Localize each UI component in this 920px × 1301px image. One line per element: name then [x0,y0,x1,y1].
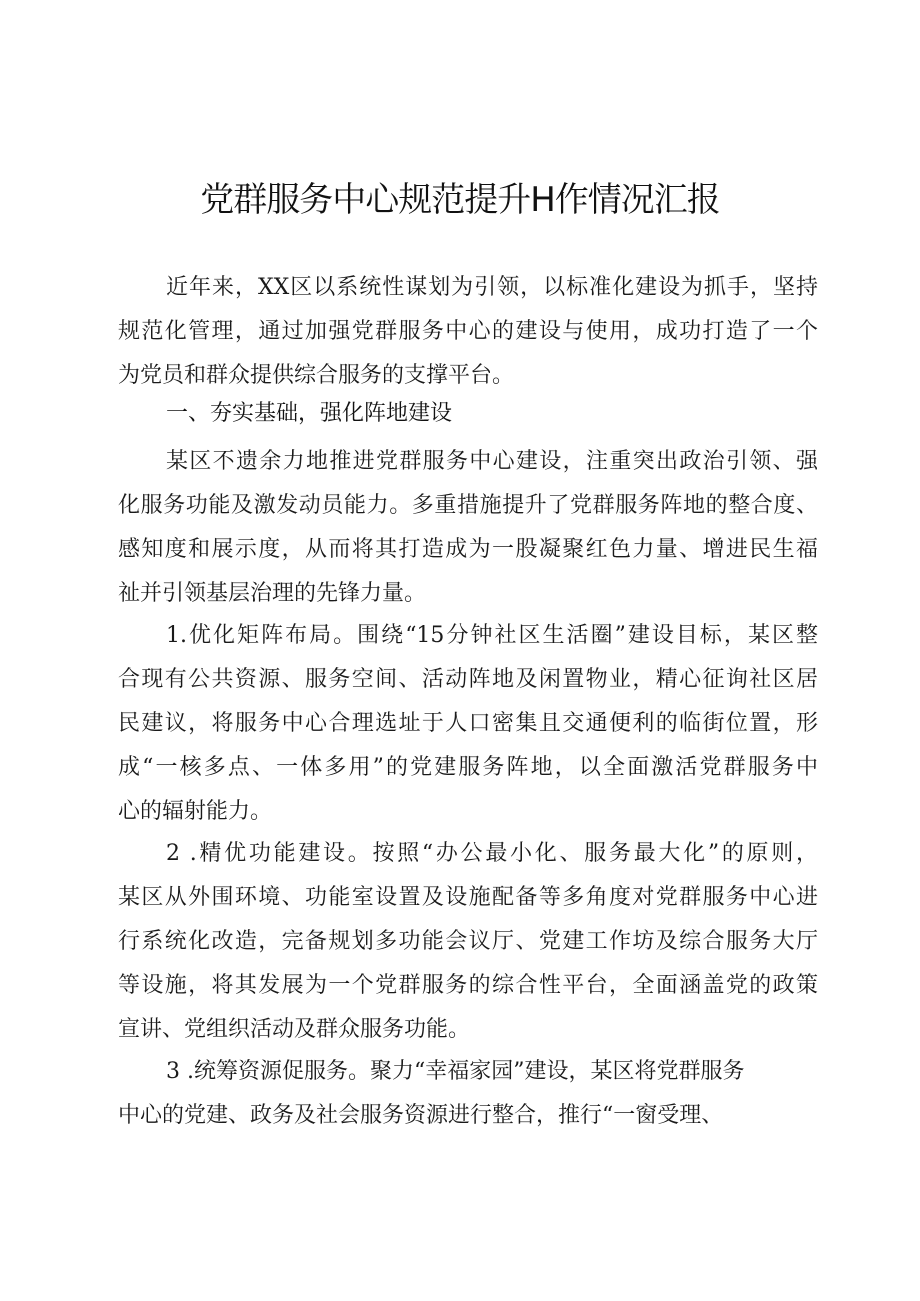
item1-line: 民建议，将服务中心合理选址于人口密集且交通便利的临街位置，形 [118,711,818,736]
intro-line: 为党员和群众提供综合服务的支撑平台。 [118,363,515,388]
section1-paragraph [118,440,818,616]
item1-paragraph [118,614,818,834]
item2-line: 2 .精优功能建设。按照“办公最小化、服务最大化”的原则， [166,841,818,866]
item2-line: 行系统化改造，完备规划多功能会议厅、党建工作坊及综合服务大厅 [118,929,818,954]
item2-paragraph [118,832,818,1052]
section1-line: 某区不遗余力地推进党群服务中心建设，注重突出政治引领、强 [166,449,818,474]
section-heading: 一、夯实基础，强化阵地建设 [166,401,453,426]
item3-line: 中心的党建、政务及社会服务资源进行整合，推行“一窗受理、 [118,1103,724,1128]
document-title: 党群服务中心规范提升H作情况汇报 [200,180,720,220]
item1-line: 1.优化矩阵布局。围绕“15分钟社区生活圈”建设目标，某区整 [166,623,818,648]
intro-paragraph [118,266,818,398]
item2-line: 宣讲、党组织活动及群众服务功能。 [118,1017,471,1042]
section1-line: 化服务功能及激发动员能力。多重措施提升了党群服务阵地的整合度、 [118,493,818,518]
item1-line: 合现有公共资源、服务空间、活动阵地及闲置物业，精心征询社区居 [118,667,818,692]
intro-line: 规范化管理，通过加强党群服务中心的建设与使用，成功打造了一个 [118,319,818,344]
section1-line: 感知度和展示度，从而将其打造成为一股凝聚红色力量、增进民生福 [118,537,818,562]
intro-line: 近年来，XX区以系统性谋划为引领，以标准化建设为抓手，坚持 [166,275,818,300]
item1-line: 心的辐射能力。 [118,799,273,824]
item2-line: 等设施，将其发展为一个党群服务的综合性平台，全面涵盖党的政策 [118,973,818,998]
item2-line: 某区从外围环境、功能室设置及设施配备等多角度对党群服务中心进 [118,885,818,910]
section1-line: 祉并引领基层治理的先锋力量。 [118,581,427,606]
item3-line: 3 .统筹资源促服务。聚力“幸福家园”建设，某区将党群服务 [166,1059,745,1084]
item1-line: 成“一核多点、一体多用”的党建服务阵地，以全面激活党群服务中 [118,755,818,780]
item3-paragraph [118,1050,818,1138]
